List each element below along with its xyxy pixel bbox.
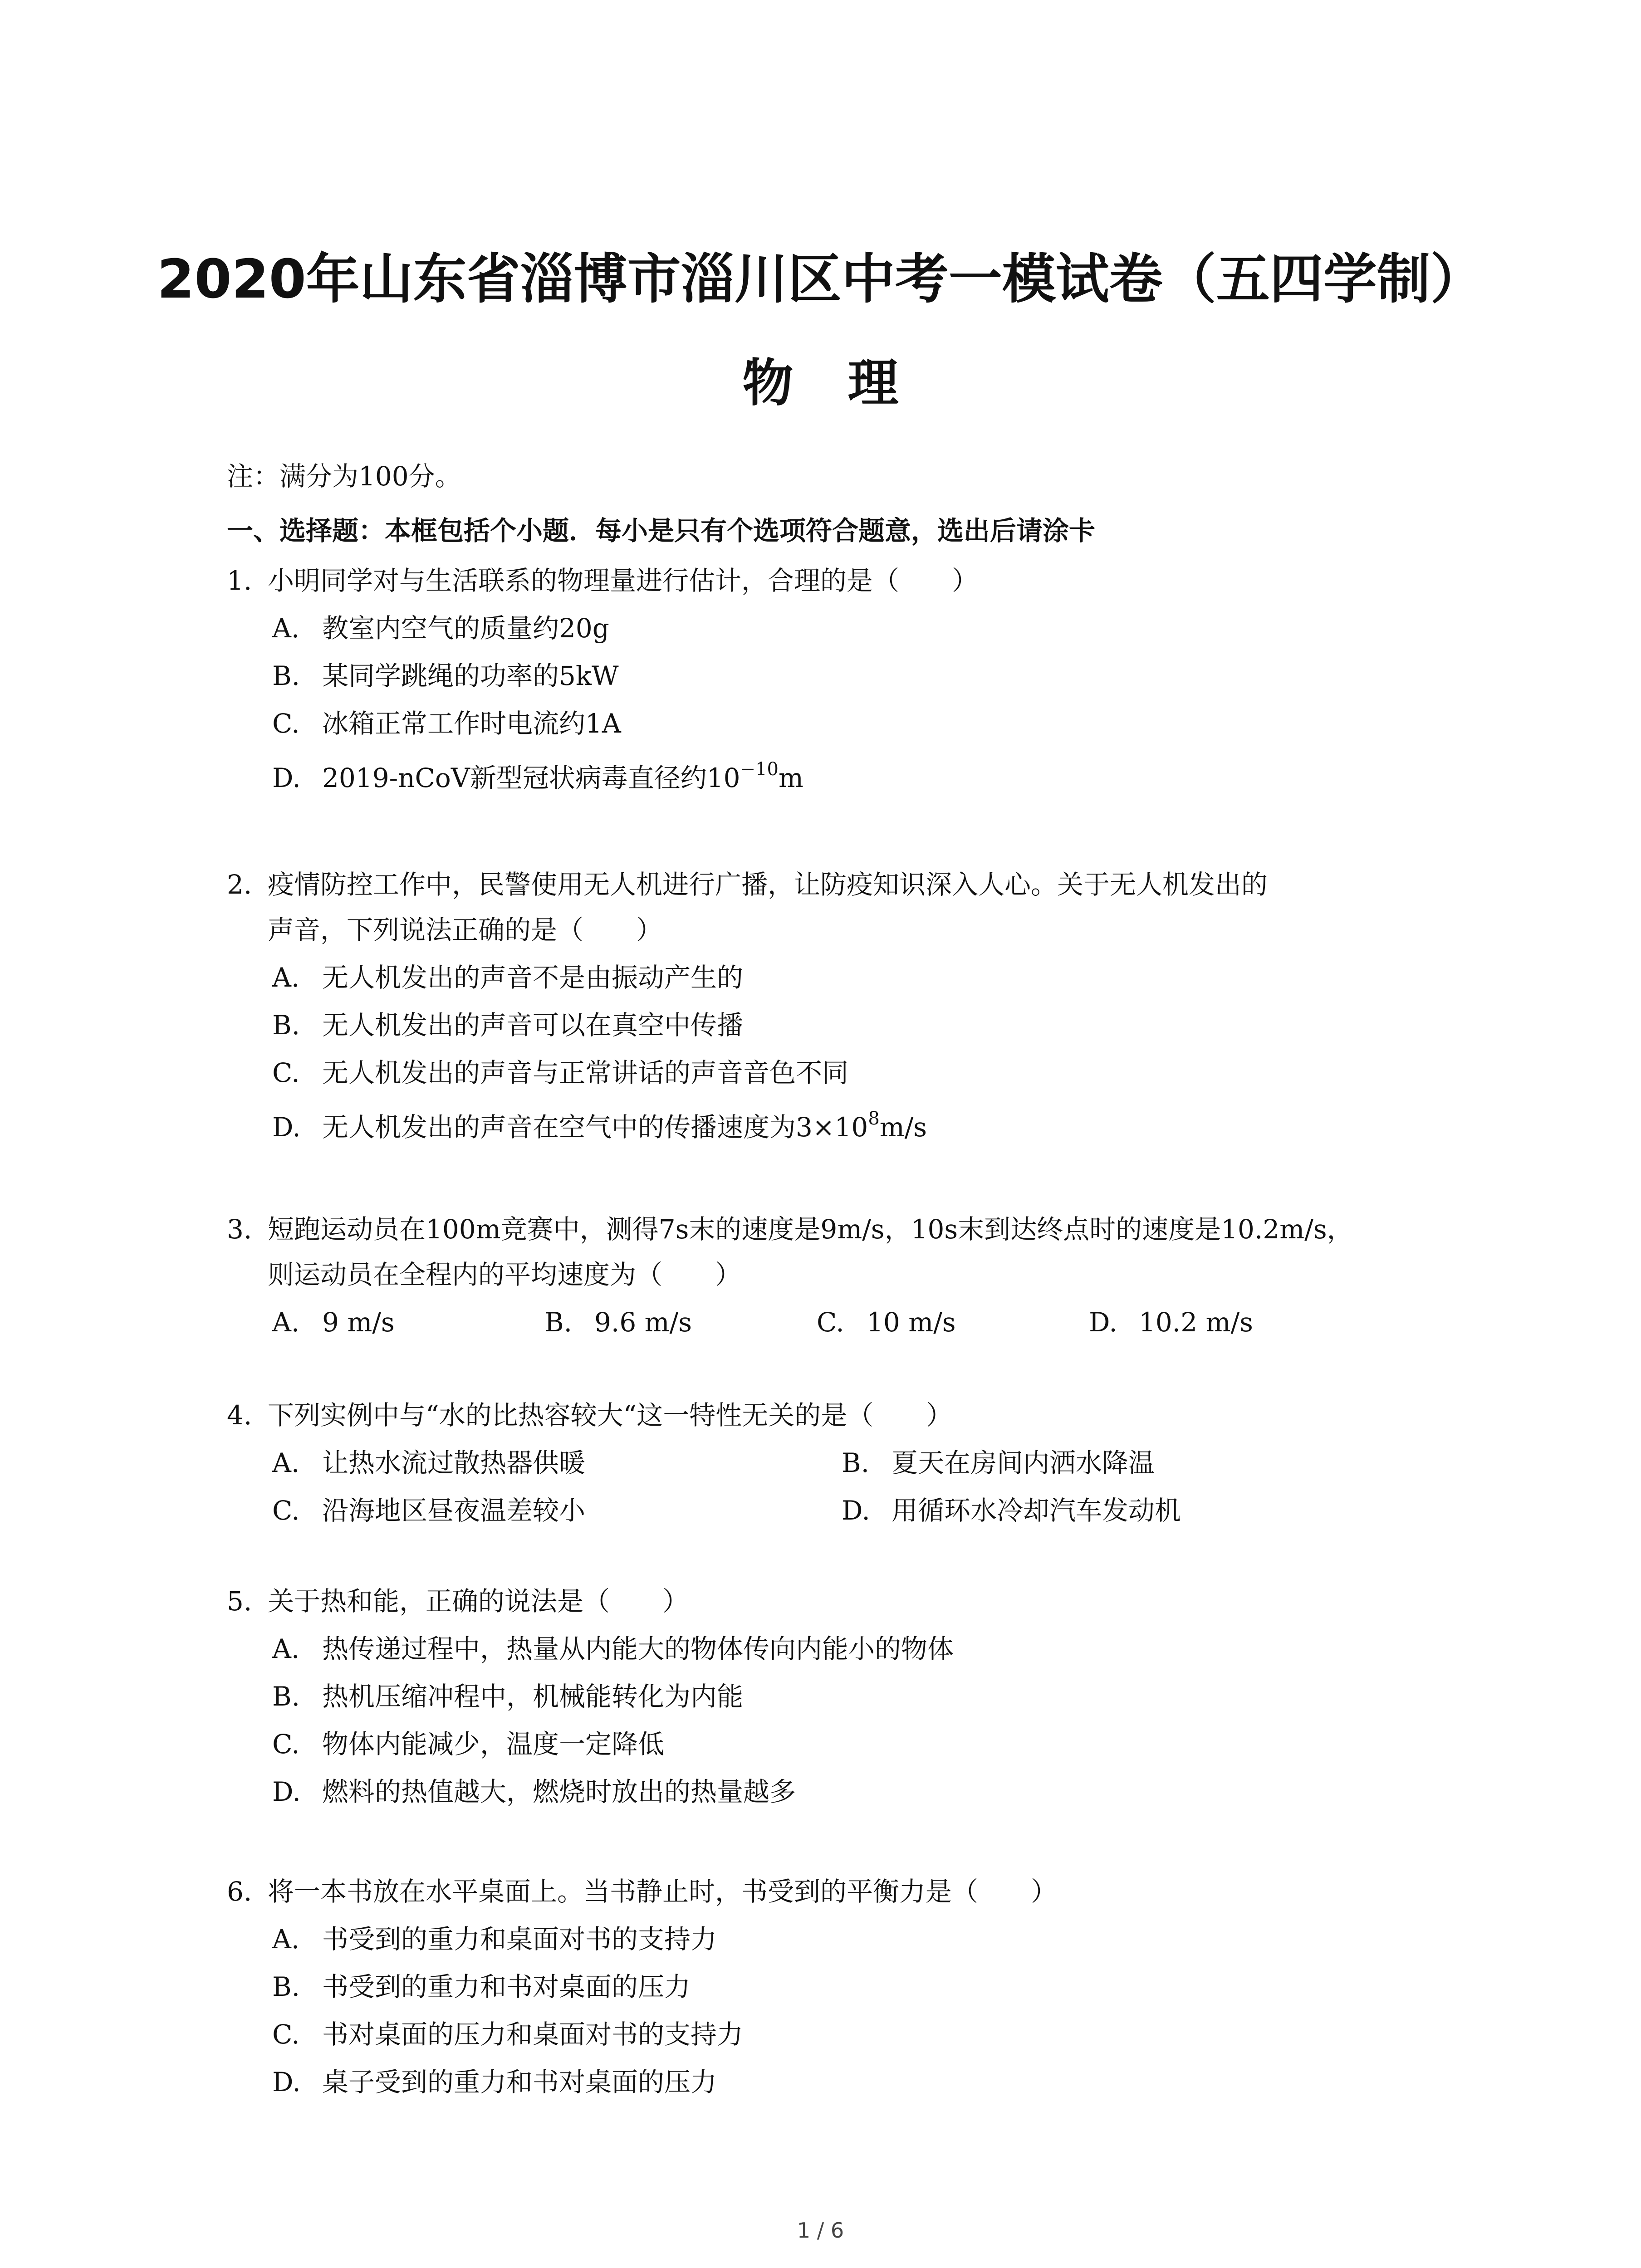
- option-exponent: 8: [868, 1108, 880, 1129]
- option-label: B.: [272, 1971, 300, 2002]
- question-stem: 疫情防控工作中，民警使用无人机进行广播，让防疫知识深入人心。关于无人机发出的: [268, 869, 1268, 900]
- question-number: 6.: [227, 1876, 252, 1907]
- option-text: 教室内空气的质量约20g: [322, 613, 609, 644]
- section-heading: 一、选择题：本框包括个小题．每小是只有个选项符合题意，选出后请涂卡: [227, 515, 1096, 546]
- question-number: 2.: [227, 869, 252, 900]
- option-label: B.: [272, 1681, 300, 1712]
- option-5d: [272, 1769, 796, 1814]
- subject-title: 物理: [742, 354, 953, 413]
- option-label: C.: [272, 1729, 300, 1760]
- question-stem: 短跑运动员在100m竞赛中，测得7s末的速度是9m/s，10s末到达终点时的速度是10.2m/s，: [268, 1214, 1353, 1245]
- option-label: C.: [272, 1495, 300, 1526]
- option-text: 书受到的重力和书对桌面的压力: [322, 1971, 691, 2002]
- option-text: 热传递过程中，热量从内能大的物体传向内能小的物体: [322, 1633, 954, 1664]
- option-3c: [817, 1300, 956, 1345]
- option-1b: [272, 653, 619, 699]
- option-label: D.: [272, 763, 301, 793]
- option-text: 2019-nCoV新型冠状病毒直径约10: [322, 763, 740, 793]
- option-4a: [272, 1440, 585, 1486]
- option-text: 热机压缩冲程中，机械能转化为内能: [322, 1681, 744, 1712]
- option-text: 燃料的热值越大，燃烧时放出的热量越多: [322, 1776, 796, 1807]
- option-1a: [272, 606, 609, 651]
- option-6b: [272, 1964, 691, 2009]
- question-stem: 关于热和能，正确的说法是（ ）: [268, 1586, 689, 1617]
- option-text: 用循环水冷却汽车发动机: [892, 1495, 1181, 1526]
- question-number: 3.: [227, 1214, 252, 1245]
- question-number: 1.: [227, 565, 252, 596]
- option-5b: [272, 1674, 743, 1719]
- option-3a: [272, 1300, 395, 1345]
- option-label: A.: [272, 1447, 300, 1478]
- option-3d: [1089, 1300, 1253, 1345]
- option-text: 无人机发出的声音不是由振动产生的: [322, 962, 744, 993]
- question-4: [227, 1393, 952, 1438]
- option-text: 无人机发出的声音可以在真空中传播: [322, 1010, 744, 1041]
- option-1c: [272, 701, 621, 746]
- option-label: A.: [272, 613, 300, 644]
- question-5: [227, 1579, 689, 1624]
- option-label: C.: [272, 1057, 300, 1088]
- question-2: [227, 862, 1268, 953]
- option-4b: [842, 1440, 1155, 1486]
- exam-title: 2020年山东省淄博市淄川区中考一模试卷（五四学制）: [157, 248, 1484, 310]
- option-3b: [544, 1300, 692, 1345]
- option-label: B.: [272, 660, 300, 691]
- question-1: [227, 558, 978, 603]
- question-stem-continued: 则运动员在全程内的平均速度为（ ）: [268, 1259, 742, 1290]
- option-label: B.: [842, 1447, 870, 1478]
- question-stem: 小明同学对与生活联系的物理量进行估计，合理的是（ ）: [268, 565, 979, 596]
- option-label: A.: [272, 1633, 300, 1664]
- option-text: 让热水流过散热器供暖: [322, 1447, 586, 1478]
- option-4c: [272, 1488, 585, 1533]
- option-4d: [842, 1488, 1181, 1533]
- page-number: 1 / 6: [797, 2218, 844, 2243]
- option-5c: [272, 1721, 664, 1767]
- option-label: D.: [272, 1776, 301, 1807]
- option-6d: [272, 2059, 717, 2105]
- question-number: 5.: [227, 1586, 252, 1617]
- option-text: 9 m/s: [322, 1307, 395, 1338]
- option-text: 书对桌面的压力和桌面对书的支持力: [322, 2019, 744, 2050]
- option-2b: [272, 1002, 743, 1048]
- option-text: 桌子受到的重力和书对桌面的压力: [322, 2067, 717, 2097]
- question-stem: 下列实例中与“水的比热容较大“这一特性无关的是（ ）: [268, 1400, 953, 1431]
- option-text: 9.6 m/s: [594, 1307, 692, 1338]
- option-2a: [272, 955, 743, 1000]
- option-label: B.: [272, 1010, 300, 1041]
- option-text: 书受到的重力和桌面对书的支持力: [322, 1924, 717, 1955]
- question-stem-continued: 声音，下列说法正确的是（ ）: [268, 914, 663, 945]
- option-2c: [272, 1050, 848, 1095]
- option-exponent: −10: [740, 759, 779, 780]
- option-label: D.: [1089, 1307, 1117, 1338]
- option-5a: [272, 1626, 954, 1672]
- option-text: 冰箱正常工作时电流约1A: [322, 708, 621, 739]
- option-text: 10 m/s: [867, 1307, 956, 1338]
- option-text: 无人机发出的声音与正常讲话的声音音色不同: [322, 1057, 849, 1088]
- option-label: B.: [544, 1307, 573, 1338]
- option-text: 某同学跳绳的功率的5kW: [322, 660, 619, 691]
- option-label: D.: [272, 1112, 301, 1143]
- option-label: C.: [272, 2019, 300, 2050]
- option-1d: [272, 755, 803, 801]
- question-3: [227, 1207, 1353, 1297]
- option-text: 夏天在房间内洒水降温: [892, 1447, 1155, 1478]
- option-text: 沿海地区昼夜温差较小: [322, 1495, 586, 1526]
- score-note: 注：满分为100分。: [227, 461, 461, 492]
- option-label: A.: [272, 1307, 300, 1338]
- option-unit: m: [778, 763, 803, 793]
- option-label: A.: [272, 1924, 300, 1955]
- option-label: D.: [842, 1495, 870, 1526]
- option-text: 无人机发出的声音在空气中的传播速度为3×10: [322, 1112, 868, 1143]
- option-text: 物体内能减少，温度一定降低: [322, 1729, 665, 1760]
- option-label: C.: [817, 1307, 844, 1338]
- option-6a: [272, 1916, 717, 1962]
- option-label: D.: [272, 2067, 301, 2097]
- option-6c: [272, 2012, 743, 2057]
- option-2d: [272, 1105, 927, 1150]
- option-unit: m/s: [879, 1112, 927, 1143]
- option-text: 10.2 m/s: [1139, 1307, 1253, 1338]
- question-6: [227, 1869, 1057, 1914]
- option-label: A.: [272, 962, 300, 993]
- question-stem: 将一本书放在水平桌面上。当书静止时，书受到的平衡力是（ ）: [268, 1876, 1058, 1907]
- question-number: 4.: [227, 1400, 252, 1431]
- option-label: C.: [272, 708, 300, 739]
